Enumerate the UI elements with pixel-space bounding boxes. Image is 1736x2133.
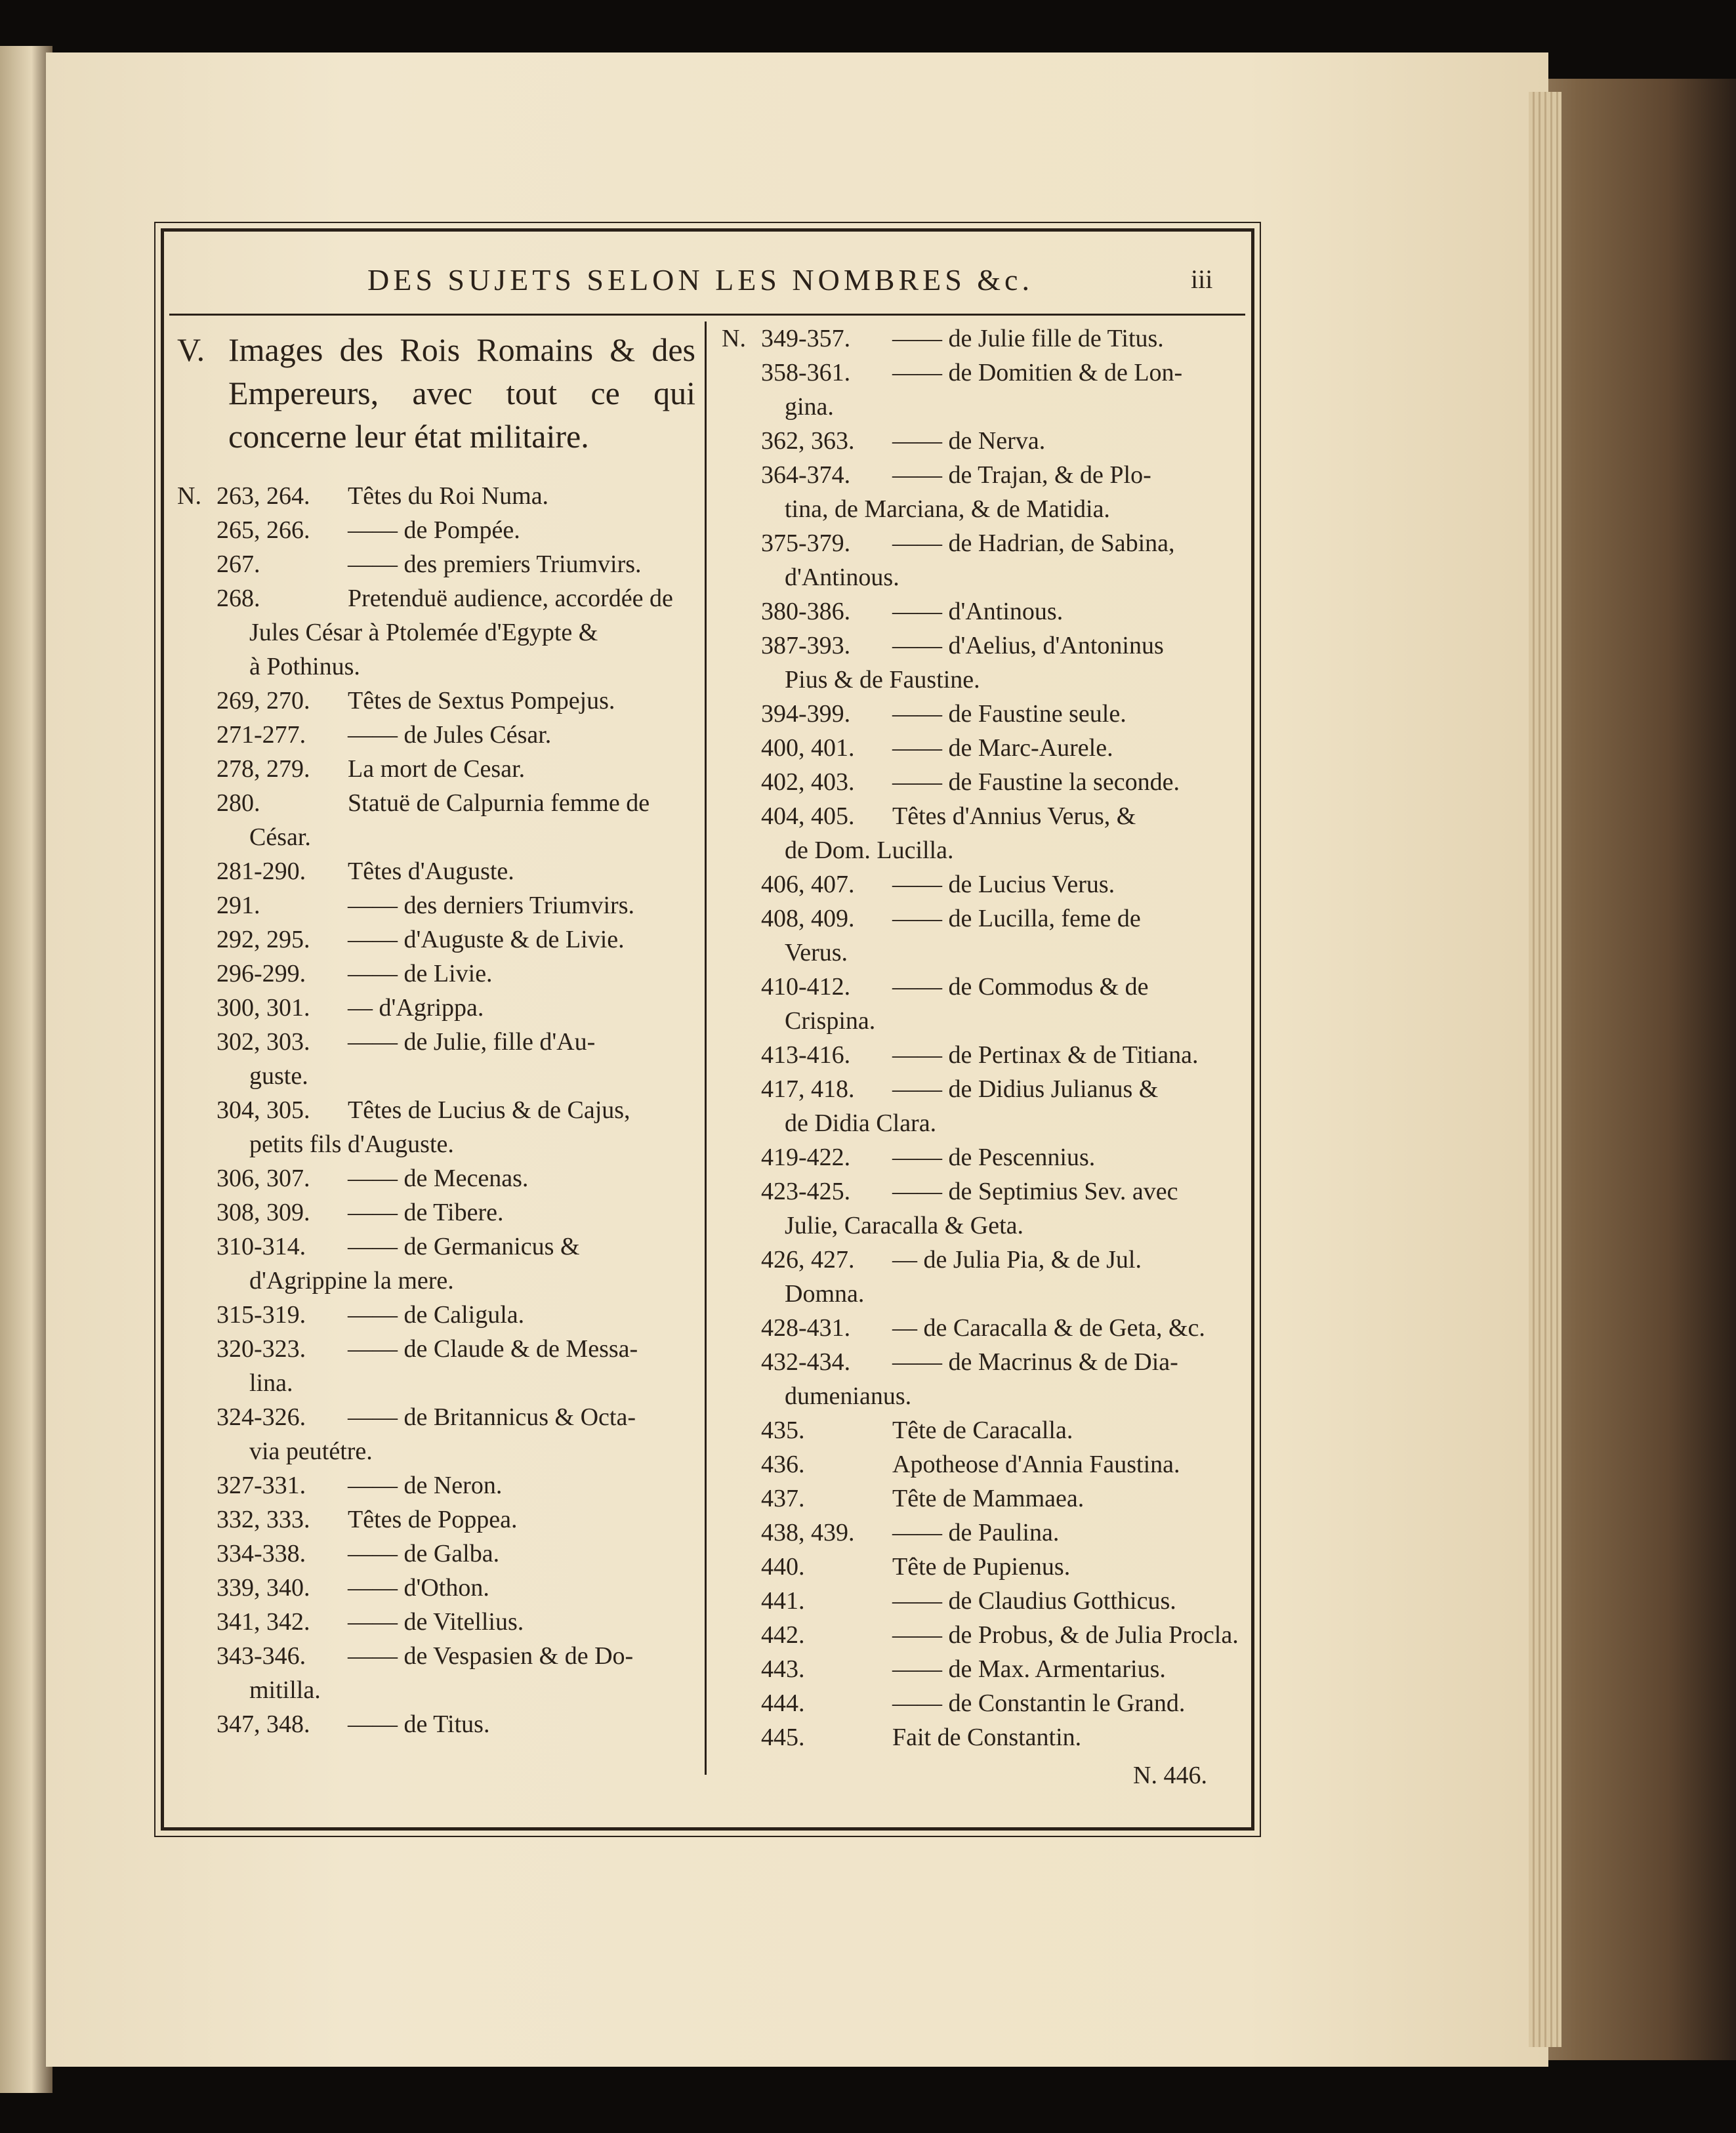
entry-number: 394-399.	[761, 700, 851, 728]
entry-number: 320-323.	[217, 1335, 306, 1363]
entry-number: 400, 401.	[761, 734, 855, 762]
entry-text: —— de Mecenas.	[348, 1165, 529, 1192]
entry-text: Têtes du Roi Numa.	[348, 482, 549, 510]
index-entry	[722, 1140, 1240, 1174]
entry-text: Jules César à Ptolemée d'Egypte &	[249, 619, 598, 646]
entry-number: 444.	[761, 1689, 805, 1717]
left-column	[177, 479, 695, 1741]
entry-prefix	[177, 957, 217, 991]
entry-continuation	[722, 390, 1240, 424]
entry-text: —— de Livie.	[348, 960, 493, 987]
entry-continuation	[722, 1106, 1240, 1140]
entry-text: —— de Domitien & de Lon-	[892, 359, 1183, 386]
entry-number: 419-422.	[761, 1144, 851, 1171]
entry-number: 268.	[217, 585, 260, 612]
entry-number: 280.	[217, 789, 260, 817]
entry-text: Têtes de Poppea.	[348, 1506, 518, 1533]
entry-text: Pius & de Faustine.	[785, 666, 980, 694]
entry-number: 432-434.	[761, 1348, 851, 1376]
entry-text: mitilla.	[249, 1676, 321, 1704]
entry-number: 404, 405.	[761, 802, 855, 830]
left-column-wrapper	[177, 328, 695, 1741]
entry-text: —— de Septimius Sev. avec	[892, 1178, 1178, 1205]
index-entry	[722, 1516, 1240, 1550]
entry-text: —— de Pompée.	[348, 516, 520, 544]
entry-number: 442.	[761, 1621, 805, 1649]
entry-prefix	[177, 1161, 217, 1195]
entry-text: —— de Julie fille de Titus.	[892, 325, 1164, 352]
index-entry	[722, 321, 1240, 356]
entry-number: 423-425.	[761, 1178, 851, 1205]
entry-continuation	[177, 1059, 695, 1093]
facing-page-edge	[0, 46, 52, 2093]
index-entry	[177, 1537, 695, 1571]
entry-text: —— de Hadrian, de Sabina,	[892, 529, 1175, 557]
entry-text: —— de Marc-Aurele.	[892, 734, 1113, 762]
entry-text: —— de Britannicus & Octa-	[348, 1403, 636, 1431]
index-entry	[722, 1174, 1240, 1209]
entry-text: César.	[249, 823, 311, 851]
index-entry	[722, 1584, 1240, 1618]
entry-number: 347, 348.	[217, 1710, 310, 1738]
entry-text: —— de Faustine seule.	[892, 700, 1126, 728]
entry-text: —— de Titus.	[348, 1710, 490, 1738]
index-entry	[177, 786, 695, 820]
entry-text: Pretenduë audience, accordée de	[348, 585, 673, 612]
entry-text: Tête de Mammaea.	[892, 1485, 1085, 1512]
entry-text: —— de Pescennius.	[892, 1144, 1096, 1171]
index-entry	[722, 356, 1240, 390]
index-entry	[722, 799, 1240, 833]
entry-prefix	[177, 1298, 217, 1332]
entry-text: —— de Germanicus &	[348, 1233, 580, 1260]
index-entry	[722, 970, 1240, 1004]
header-rule	[169, 314, 1245, 316]
index-entry	[722, 1618, 1240, 1652]
entry-text: via peutétre.	[249, 1438, 373, 1465]
entry-number: 364-374.	[761, 461, 851, 489]
entry-prefix	[177, 1707, 217, 1741]
index-entry	[177, 1230, 695, 1264]
entry-prefix: N.	[722, 325, 746, 352]
entry-number: 408, 409.	[761, 905, 855, 932]
entry-prefix	[722, 1140, 761, 1174]
entry-number: 406, 407.	[761, 871, 855, 898]
entry-text: Têtes d'Annius Verus, &	[892, 802, 1136, 830]
entry-text: dumenianus.	[785, 1382, 912, 1410]
entry-number: 380-386.	[761, 598, 851, 625]
catchword: N. 446.	[1133, 1762, 1207, 1789]
entry-number: 308, 309.	[217, 1199, 310, 1226]
index-entry	[722, 731, 1240, 765]
entry-number: 436.	[761, 1451, 805, 1478]
entry-number: 263, 264.	[217, 482, 310, 510]
entry-prefix	[177, 1537, 217, 1571]
entry-number: 387-393.	[761, 632, 851, 659]
index-entry	[177, 547, 695, 581]
entry-prefix	[722, 1618, 761, 1652]
entry-text: —— d'Antinous.	[892, 598, 1064, 625]
entry-text: —— des derniers Triumvirs.	[348, 892, 634, 919]
entry-text: —— de Nerva.	[892, 427, 1046, 455]
entry-continuation	[722, 560, 1240, 594]
entry-text: d'Antinous.	[785, 564, 899, 591]
index-entry	[722, 1652, 1240, 1686]
index-entry	[722, 1038, 1240, 1072]
entry-prefix	[722, 1174, 761, 1209]
entry-prefix	[177, 752, 217, 786]
section-title-line: concerne leur état militaire.	[228, 418, 589, 455]
entry-prefix	[722, 1413, 761, 1447]
entry-number: 269, 270.	[217, 687, 310, 714]
entry-prefix	[722, 1311, 761, 1345]
index-entry	[722, 1345, 1240, 1379]
entry-prefix	[177, 854, 217, 888]
entry-prefix: N.	[177, 482, 201, 510]
entry-text: guste.	[249, 1062, 308, 1090]
entry-text: —— de Macrinus & de Dia-	[892, 1348, 1178, 1376]
entry-prefix	[722, 1481, 761, 1516]
index-entry	[177, 581, 695, 615]
entry-prefix	[177, 684, 217, 718]
index-entry	[722, 629, 1240, 663]
entry-continuation	[722, 936, 1240, 970]
entry-text: —— de Paulina.	[892, 1519, 1060, 1546]
entry-number: 358-361.	[761, 359, 851, 386]
entry-prefix	[722, 1686, 761, 1720]
entry-number: 334-338.	[217, 1540, 306, 1567]
entry-number: 410-412.	[761, 973, 851, 1001]
entry-continuation	[722, 1004, 1240, 1038]
page-edges	[1529, 92, 1561, 2047]
entry-number: 292, 295.	[217, 926, 310, 953]
entry-number: 417, 418.	[761, 1075, 855, 1103]
entry-text: —— de Julie, fille d'Au-	[348, 1028, 596, 1056]
index-entry	[722, 458, 1240, 492]
entry-text: —— de Claude & de Messa-	[348, 1335, 638, 1363]
entry-text: Verus.	[785, 939, 848, 966]
entry-continuation	[722, 1209, 1240, 1243]
section-title-line: Empereurs, avec tout ce qui	[228, 375, 695, 411]
entry-text: d'Agrippine la mere.	[249, 1267, 454, 1294]
entry-prefix	[722, 356, 761, 390]
entry-number: 441.	[761, 1587, 805, 1615]
entry-number: 265, 266.	[217, 516, 310, 544]
entry-prefix	[722, 1584, 761, 1618]
entry-prefix	[177, 888, 217, 922]
entry-prefix	[177, 1400, 217, 1434]
index-entry	[722, 1686, 1240, 1720]
entry-prefix	[722, 458, 761, 492]
entry-number: 362, 363.	[761, 427, 855, 455]
entry-text: —— de Trajan, & de Plo-	[892, 461, 1151, 489]
entry-continuation	[722, 1379, 1240, 1413]
entry-prefix	[177, 513, 217, 547]
right-column-list	[722, 321, 1240, 1754]
entry-prefix	[177, 1195, 217, 1230]
entry-number: 440.	[761, 1553, 805, 1581]
entry-number: 300, 301.	[217, 994, 310, 1022]
index-entry	[722, 697, 1240, 731]
entry-text: —— de Tibere.	[348, 1199, 504, 1226]
entry-prefix	[177, 547, 217, 581]
section-heading	[177, 328, 695, 458]
index-entry	[722, 1447, 1240, 1481]
running-header: DES SUJETS SELON LES NOMBRES &c.	[367, 263, 1033, 297]
entry-number: 349-357.	[761, 325, 851, 352]
entry-text: —— de Lucilla, feme de	[892, 905, 1141, 932]
entry-prefix	[722, 1243, 761, 1277]
entry-number: 281-290.	[217, 858, 306, 885]
entry-number: 304, 305.	[217, 1096, 310, 1124]
entry-prefix	[722, 731, 761, 765]
index-entry	[177, 1400, 695, 1434]
entry-number: 310-314.	[217, 1233, 306, 1260]
entry-prefix	[722, 867, 761, 901]
index-entry	[722, 526, 1240, 560]
entry-text: de Dom. Lucilla.	[785, 837, 954, 864]
entry-number: 302, 303.	[217, 1028, 310, 1056]
entry-prefix	[177, 1468, 217, 1502]
entry-continuation	[177, 1673, 695, 1707]
entry-continuation	[177, 615, 695, 650]
entry-text: —— de Jules César.	[348, 721, 552, 749]
entry-text: Têtes de Lucius & de Cajus,	[348, 1096, 630, 1124]
index-entry	[722, 1311, 1240, 1345]
page-number: iii	[1191, 264, 1213, 294]
index-entry	[177, 718, 695, 752]
entry-prefix	[177, 1025, 217, 1059]
index-entry	[177, 1195, 695, 1230]
index-entry	[177, 1502, 695, 1537]
entry-continuation	[722, 1277, 1240, 1311]
index-entry	[177, 1605, 695, 1639]
column-divider	[705, 321, 707, 1775]
entry-text: — de Caracalla & de Geta, &c.	[892, 1314, 1205, 1342]
entry-prefix	[177, 1093, 217, 1127]
entry-text: Apotheose d'Annia Faustina.	[892, 1451, 1180, 1478]
index-entry	[177, 1093, 695, 1127]
index-entry	[177, 1025, 695, 1059]
index-entry	[177, 1298, 695, 1332]
entry-text: — d'Agrippa.	[348, 994, 484, 1022]
entry-text: —— de Claudius Gotthicus.	[892, 1587, 1176, 1615]
entry-text: —— de Caligula.	[348, 1301, 525, 1329]
entry-text: —— de Probus, & de Julia Procla.	[892, 1621, 1239, 1649]
entry-text: lina.	[249, 1369, 293, 1397]
entry-text: Têtes de Sextus Pompejus.	[348, 687, 615, 714]
entry-prefix	[177, 581, 217, 615]
entry-prefix	[722, 424, 761, 458]
entry-prefix	[722, 1720, 761, 1754]
entry-continuation	[177, 1434, 695, 1468]
entry-prefix	[177, 1332, 217, 1366]
entry-prefix	[177, 991, 217, 1025]
entry-text: — de Julia Pia, & de Jul.	[892, 1246, 1142, 1274]
entry-prefix	[722, 1447, 761, 1481]
index-entry	[722, 1243, 1240, 1277]
entry-prefix	[177, 922, 217, 957]
section-number: V.	[177, 331, 205, 368]
entry-continuation	[177, 1127, 695, 1161]
index-entry	[177, 513, 695, 547]
index-entry	[177, 888, 695, 922]
index-entry	[177, 922, 695, 957]
entry-text: —— d'Othon.	[348, 1574, 489, 1602]
entry-text: gina.	[785, 393, 834, 421]
entry-prefix	[722, 1516, 761, 1550]
index-entry	[177, 684, 695, 718]
entry-number: 278, 279.	[217, 755, 310, 783]
entry-text: Statuë de Calpurnia femme de	[348, 789, 650, 817]
index-entry	[722, 1550, 1240, 1584]
entry-text: —— de Lucius Verus.	[892, 871, 1115, 898]
index-entry	[177, 1707, 695, 1741]
entry-prefix	[177, 1639, 217, 1673]
entry-number: 443.	[761, 1655, 805, 1683]
index-entry	[722, 1481, 1240, 1516]
entry-continuation	[177, 820, 695, 854]
index-entry	[177, 1332, 695, 1366]
entry-prefix	[722, 901, 761, 936]
entry-continuation	[177, 1366, 695, 1400]
entry-continuation	[722, 492, 1240, 526]
entry-number: 296-299.	[217, 960, 306, 987]
entry-prefix	[177, 786, 217, 820]
entry-number: 315-319.	[217, 1301, 306, 1329]
entry-text: La mort de Cesar.	[348, 755, 526, 783]
entry-number: 435.	[761, 1417, 805, 1444]
entry-number: 426, 427.	[761, 1246, 855, 1274]
entry-number: 413-416.	[761, 1041, 851, 1069]
entry-text: Julie, Caracalla & Geta.	[785, 1212, 1024, 1239]
index-entry	[177, 991, 695, 1025]
entry-prefix	[722, 1072, 761, 1106]
entry-prefix	[722, 697, 761, 731]
entry-prefix	[722, 1038, 761, 1072]
entry-prefix	[177, 1605, 217, 1639]
entry-prefix	[177, 718, 217, 752]
right-column	[722, 321, 1240, 1792]
entry-number: 327-331.	[217, 1472, 306, 1499]
index-entry	[722, 867, 1240, 901]
entry-text: Fait de Constantin.	[892, 1724, 1082, 1751]
entry-number: 438, 439.	[761, 1519, 855, 1546]
entry-number: 445.	[761, 1724, 805, 1751]
entry-text: —— de Vespasien & de Do-	[348, 1642, 634, 1670]
entry-prefix	[177, 1230, 217, 1264]
index-entry	[722, 594, 1240, 629]
entry-prefix	[177, 1571, 217, 1605]
entry-number: 402, 403.	[761, 768, 855, 796]
index-entry	[722, 1413, 1240, 1447]
entry-number: 341, 342.	[217, 1608, 310, 1636]
entry-text: —— de Max. Armentarius.	[892, 1655, 1166, 1683]
index-entry	[722, 1072, 1240, 1106]
entry-prefix	[722, 765, 761, 799]
entry-text: —— de Galba.	[348, 1540, 500, 1567]
entry-text: Tête de Caracalla.	[892, 1417, 1073, 1444]
entry-text: à Pothinus.	[249, 653, 360, 680]
entry-text: —— de Faustine la seconde.	[892, 768, 1180, 796]
entry-text: —— des premiers Triumvirs.	[348, 550, 642, 578]
entry-prefix	[722, 970, 761, 1004]
entry-text: Domna.	[785, 1280, 865, 1308]
entry-text: Tête de Pupienus.	[892, 1553, 1071, 1581]
entry-text: —— d'Auguste & de Livie.	[348, 926, 625, 953]
index-entry	[722, 424, 1240, 458]
entry-text: —— d'Aelius, d'Antoninus	[892, 632, 1164, 659]
entry-text: —— de Neron.	[348, 1472, 503, 1499]
entry-prefix	[722, 526, 761, 560]
entry-prefix	[722, 594, 761, 629]
index-entry	[722, 765, 1240, 799]
index-entry	[177, 752, 695, 786]
entry-text: tina, de Marciana, & de Matidia.	[785, 495, 1110, 523]
entry-prefix	[722, 799, 761, 833]
section-title-line: Images des Rois Romains & des	[228, 331, 695, 368]
entry-number: 267.	[217, 550, 260, 578]
entry-number: 437.	[761, 1485, 805, 1512]
entry-text: de Didia Clara.	[785, 1109, 937, 1137]
entry-number: 375-379.	[761, 529, 851, 557]
index-entry	[177, 1468, 695, 1502]
index-entry	[177, 1161, 695, 1195]
index-entry	[722, 901, 1240, 936]
entry-number: 271-277.	[217, 721, 306, 749]
entry-number: 343-346.	[217, 1642, 306, 1670]
entry-text: —— de Constantin le Grand.	[892, 1689, 1186, 1717]
index-entry	[177, 957, 695, 991]
entry-text: —— de Pertinax & de Titiana.	[892, 1041, 1199, 1069]
entry-prefix	[177, 1502, 217, 1537]
entry-continuation	[177, 1264, 695, 1298]
entry-prefix	[722, 629, 761, 663]
index-entry	[722, 1720, 1240, 1754]
index-entry	[177, 1639, 695, 1673]
index-entry	[177, 479, 695, 513]
entry-number: 291.	[217, 892, 260, 919]
entry-number: 324-326.	[217, 1403, 306, 1431]
index-entry	[177, 854, 695, 888]
entry-text: —— de Vitellius.	[348, 1608, 524, 1636]
entry-continuation	[177, 650, 695, 684]
entry-number: 306, 307.	[217, 1165, 310, 1192]
entry-text: Têtes d'Auguste.	[348, 858, 514, 885]
entry-number: 332, 333.	[217, 1506, 310, 1533]
entry-text: —— de Commodus & de	[892, 973, 1149, 1001]
entry-continuation	[722, 833, 1240, 867]
index-entry	[177, 1571, 695, 1605]
entry-prefix	[722, 1345, 761, 1379]
entry-prefix	[722, 1652, 761, 1686]
entry-prefix	[722, 1550, 761, 1584]
entry-text: petits fils d'Auguste.	[249, 1130, 454, 1158]
entry-text: Crispina.	[785, 1007, 876, 1035]
entry-continuation	[722, 663, 1240, 697]
entry-number: 339, 340.	[217, 1574, 310, 1602]
entry-text: —— de Didius Julianus &	[892, 1075, 1159, 1103]
entry-number: 428-431.	[761, 1314, 851, 1342]
